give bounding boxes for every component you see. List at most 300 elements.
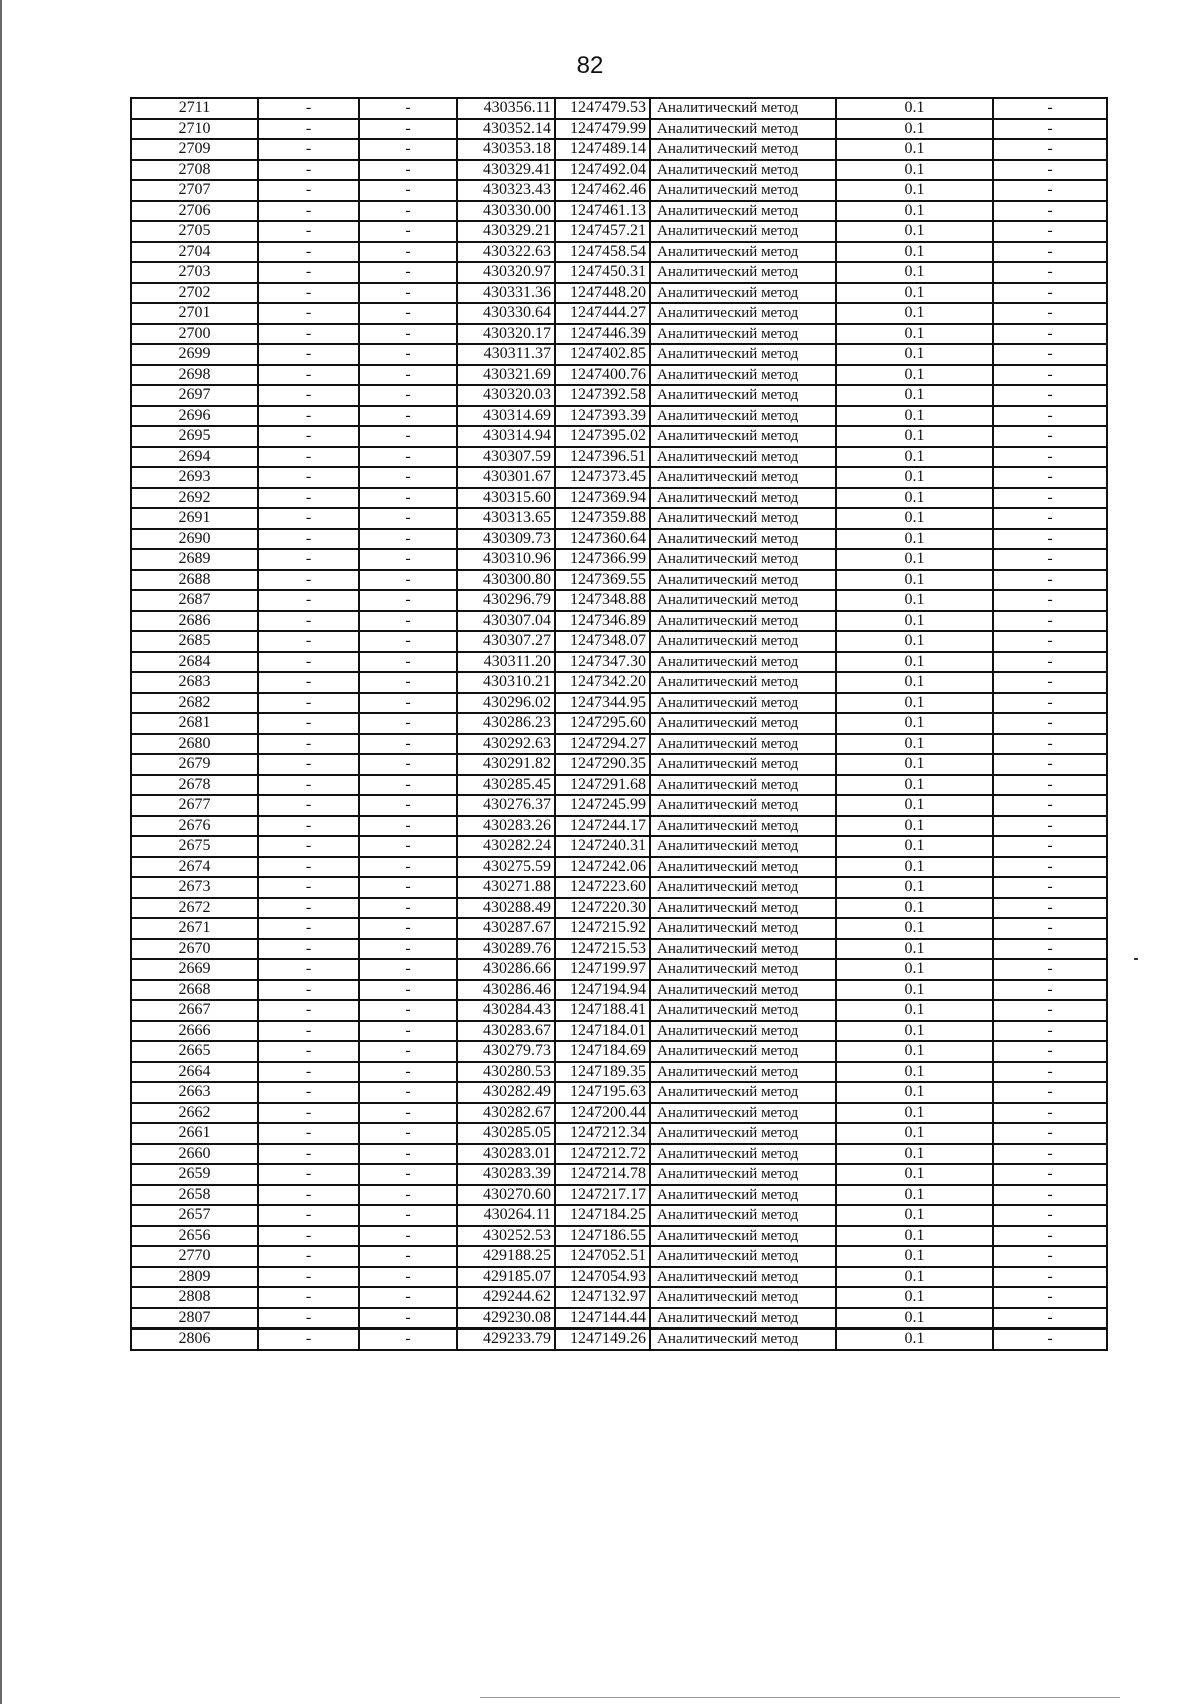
cell-method: Аналитический метод (650, 98, 836, 119)
cell-col8: - (993, 1144, 1107, 1165)
table-row (131, 1103, 1107, 1124)
cell-col2: - (258, 303, 359, 324)
cell-col3: - (359, 139, 457, 160)
cell-y: 1247132.97 (555, 1287, 650, 1308)
cell-col2: - (258, 324, 359, 345)
cell-y: 1247458.54 (555, 242, 650, 263)
cell-accuracy: 0.1 (836, 1287, 993, 1308)
cell-col8: - (993, 549, 1107, 570)
cell-col3: - (359, 898, 457, 919)
cell-accuracy: 0.1 (836, 529, 993, 550)
cell-accuracy: 0.1 (836, 1308, 993, 1329)
cell-method: Аналитический метод (650, 242, 836, 263)
cell-col3: - (359, 242, 457, 263)
cell-accuracy: 0.1 (836, 262, 993, 283)
table-row (131, 385, 1107, 406)
cell-col3: - (359, 119, 457, 140)
cell-y: 1247245.99 (555, 795, 650, 816)
table-row (131, 119, 1107, 140)
cell-col2: - (258, 201, 359, 222)
cell-col8: - (993, 385, 1107, 406)
cell-accuracy: 0.1 (836, 980, 993, 1001)
cell-col2: - (258, 426, 359, 447)
cell-accuracy: 0.1 (836, 139, 993, 160)
cell-accuracy: 0.1 (836, 508, 993, 529)
cell-col8: - (993, 713, 1107, 734)
cell-point-id: 2696 (131, 406, 258, 427)
cell-col8: - (993, 447, 1107, 468)
cell-accuracy: 0.1 (836, 385, 993, 406)
cell-col3: - (359, 713, 457, 734)
cell-col8: - (993, 1267, 1107, 1288)
cell-col2: - (258, 959, 359, 980)
cell-col8: - (993, 775, 1107, 796)
cell-method: Аналитический метод (650, 570, 836, 591)
cell-point-id: 2679 (131, 754, 258, 775)
cell-col3: - (359, 1267, 457, 1288)
cell-y: 1247393.39 (555, 406, 650, 427)
table-row (131, 775, 1107, 796)
cell-y: 1247396.51 (555, 447, 650, 468)
cell-col3: - (359, 1103, 457, 1124)
cell-x: 430284.43 (457, 1000, 555, 1021)
cell-col3: - (359, 283, 457, 304)
cell-accuracy: 0.1 (836, 180, 993, 201)
cell-point-id: 2657 (131, 1205, 258, 1226)
cell-y: 1247149.26 (555, 1329, 650, 1350)
cell-method: Аналитический метод (650, 160, 836, 181)
cell-method: Аналитический метод (650, 652, 836, 673)
cell-x: 430282.67 (457, 1103, 555, 1124)
table-row (131, 693, 1107, 714)
cell-point-id: 2694 (131, 447, 258, 468)
cell-col2: - (258, 242, 359, 263)
cell-col8: - (993, 201, 1107, 222)
cell-y: 1247214.78 (555, 1164, 650, 1185)
table-row (131, 1021, 1107, 1042)
cell-method: Аналитический метод (650, 385, 836, 406)
table-row (131, 1164, 1107, 1185)
cell-x: 430276.37 (457, 795, 555, 816)
cell-col8: - (993, 1041, 1107, 1062)
cell-point-id: 2678 (131, 775, 258, 796)
cell-method: Аналитический метод (650, 1185, 836, 1206)
cell-col2: - (258, 939, 359, 960)
cell-y: 1247348.88 (555, 590, 650, 611)
cell-x: 430282.49 (457, 1082, 555, 1103)
table-row (131, 1000, 1107, 1021)
cell-point-id: 2693 (131, 467, 258, 488)
cell-point-id: 2807 (131, 1308, 258, 1329)
cell-col3: - (359, 303, 457, 324)
cell-col2: - (258, 365, 359, 386)
cell-accuracy: 0.1 (836, 303, 993, 324)
cell-col3: - (359, 1021, 457, 1042)
cell-accuracy: 0.1 (836, 590, 993, 611)
cell-accuracy: 0.1 (836, 242, 993, 263)
table-row (131, 1041, 1107, 1062)
cell-x: 430320.17 (457, 324, 555, 345)
cell-x: 430279.73 (457, 1041, 555, 1062)
cell-col3: - (359, 549, 457, 570)
cell-x: 430283.26 (457, 816, 555, 837)
cell-col2: - (258, 775, 359, 796)
cell-col3: - (359, 344, 457, 365)
table-row (131, 1329, 1107, 1350)
cell-y: 1247369.94 (555, 488, 650, 509)
cell-col8: - (993, 488, 1107, 509)
cell-x: 429233.79 (457, 1329, 555, 1350)
cell-col8: - (993, 365, 1107, 386)
cell-col3: - (359, 426, 457, 447)
cell-x: 430280.53 (457, 1062, 555, 1083)
cell-col2: - (258, 1144, 359, 1165)
cell-col3: - (359, 385, 457, 406)
cell-x: 430356.11 (457, 98, 555, 119)
cell-point-id: 2689 (131, 549, 258, 570)
table-row (131, 1062, 1107, 1083)
cell-col3: - (359, 754, 457, 775)
cell-x: 430320.03 (457, 385, 555, 406)
cell-accuracy: 0.1 (836, 631, 993, 652)
cell-method: Аналитический метод (650, 549, 836, 570)
cell-x: 430286.66 (457, 959, 555, 980)
cell-col8: - (993, 570, 1107, 591)
cell-accuracy: 0.1 (836, 693, 993, 714)
cell-point-id: 2706 (131, 201, 258, 222)
cell-col2: - (258, 1308, 359, 1329)
table-row (131, 283, 1107, 304)
cell-accuracy: 0.1 (836, 98, 993, 119)
cell-y: 1247212.72 (555, 1144, 650, 1165)
cell-col3: - (359, 1246, 457, 1267)
cell-x: 430330.00 (457, 201, 555, 222)
cell-accuracy: 0.1 (836, 570, 993, 591)
table-row (131, 160, 1107, 181)
cell-col8: - (993, 857, 1107, 878)
cell-col3: - (359, 1164, 457, 1185)
cell-y: 1247492.04 (555, 160, 650, 181)
table-row (131, 98, 1107, 119)
cell-col3: - (359, 447, 457, 468)
cell-y: 1247144.44 (555, 1308, 650, 1329)
cell-accuracy: 0.1 (836, 816, 993, 837)
cell-col2: - (258, 1123, 359, 1144)
cell-col3: - (359, 406, 457, 427)
table-row (131, 611, 1107, 632)
cell-col8: - (993, 283, 1107, 304)
cell-x: 430309.73 (457, 529, 555, 550)
scan-bottom-artifact (480, 1697, 1120, 1698)
cell-y: 1247402.85 (555, 344, 650, 365)
cell-point-id: 2680 (131, 734, 258, 755)
cell-col2: - (258, 1205, 359, 1226)
table-row (131, 529, 1107, 550)
cell-accuracy: 0.1 (836, 365, 993, 386)
cell-col8: - (993, 816, 1107, 837)
cell-y: 1247294.27 (555, 734, 650, 755)
cell-accuracy: 0.1 (836, 1185, 993, 1206)
cell-y: 1247244.17 (555, 816, 650, 837)
cell-accuracy: 0.1 (836, 1082, 993, 1103)
cell-accuracy: 0.1 (836, 672, 993, 693)
table-row (131, 1185, 1107, 1206)
cell-point-id: 2665 (131, 1041, 258, 1062)
cell-x: 430285.45 (457, 775, 555, 796)
cell-y: 1247395.02 (555, 426, 650, 447)
table-row (131, 877, 1107, 898)
table-row (131, 201, 1107, 222)
cell-point-id: 2660 (131, 1144, 258, 1165)
cell-y: 1247344.95 (555, 693, 650, 714)
cell-accuracy: 0.1 (836, 344, 993, 365)
cell-method: Аналитический метод (650, 857, 836, 878)
cell-x: 430283.01 (457, 1144, 555, 1165)
cell-method: Аналитический метод (650, 467, 836, 488)
cell-y: 1247348.07 (555, 631, 650, 652)
cell-point-id: 2677 (131, 795, 258, 816)
cell-col3: - (359, 365, 457, 386)
cell-x: 429244.62 (457, 1287, 555, 1308)
cell-x: 430288.49 (457, 898, 555, 919)
cell-accuracy: 0.1 (836, 898, 993, 919)
cell-x: 430331.36 (457, 283, 555, 304)
table-row (131, 1267, 1107, 1288)
cell-col8: - (993, 344, 1107, 365)
cell-accuracy: 0.1 (836, 1329, 993, 1350)
cell-point-id: 2710 (131, 119, 258, 140)
cell-y: 1247223.60 (555, 877, 650, 898)
cell-x: 430264.11 (457, 1205, 555, 1226)
cell-col2: - (258, 180, 359, 201)
cell-col3: - (359, 1329, 457, 1350)
cell-col8: - (993, 1062, 1107, 1083)
cell-col8: - (993, 795, 1107, 816)
cell-accuracy: 0.1 (836, 426, 993, 447)
table-row (131, 426, 1107, 447)
cell-col2: - (258, 467, 359, 488)
cell-y: 1247199.97 (555, 959, 650, 980)
cell-col3: - (359, 631, 457, 652)
cell-accuracy: 0.1 (836, 283, 993, 304)
cell-accuracy: 0.1 (836, 836, 993, 857)
cell-col3: - (359, 1308, 457, 1329)
cell-method: Аналитический метод (650, 795, 836, 816)
cell-point-id: 2668 (131, 980, 258, 1001)
cell-y: 1247195.63 (555, 1082, 650, 1103)
cell-col3: - (359, 529, 457, 550)
cell-method: Аналитический метод (650, 1062, 836, 1083)
cell-point-id: 2695 (131, 426, 258, 447)
cell-point-id: 2672 (131, 898, 258, 919)
cell-x: 430329.41 (457, 160, 555, 181)
cell-point-id: 2669 (131, 959, 258, 980)
cell-accuracy: 0.1 (836, 1062, 993, 1083)
cell-y: 1247369.55 (555, 570, 650, 591)
scan-left-edge (0, 0, 2, 1704)
cell-col2: - (258, 1082, 359, 1103)
cell-col8: - (993, 98, 1107, 119)
cell-method: Аналитический метод (650, 1226, 836, 1247)
cell-point-id: 2667 (131, 1000, 258, 1021)
cell-col3: - (359, 467, 457, 488)
cell-accuracy: 0.1 (836, 775, 993, 796)
cell-point-id: 2676 (131, 816, 258, 837)
cell-col8: - (993, 836, 1107, 857)
cell-point-id: 2673 (131, 877, 258, 898)
table-row (131, 447, 1107, 468)
table-row (131, 1205, 1107, 1226)
cell-x: 430270.60 (457, 1185, 555, 1206)
cell-col2: - (258, 1041, 359, 1062)
table-row (131, 918, 1107, 939)
cell-point-id: 2699 (131, 344, 258, 365)
cell-col2: - (258, 1021, 359, 1042)
cell-col2: - (258, 344, 359, 365)
cell-col8: - (993, 1205, 1107, 1226)
cell-accuracy: 0.1 (836, 713, 993, 734)
cell-col8: - (993, 1185, 1107, 1206)
cell-accuracy: 0.1 (836, 1267, 993, 1288)
cell-col8: - (993, 1164, 1107, 1185)
table-row (131, 303, 1107, 324)
table-row (131, 467, 1107, 488)
cell-col2: - (258, 160, 359, 181)
cell-col3: - (359, 857, 457, 878)
cell-x: 430296.79 (457, 590, 555, 611)
cell-col2: - (258, 1103, 359, 1124)
cell-col8: - (993, 631, 1107, 652)
cell-method: Аналитический метод (650, 1308, 836, 1329)
cell-y: 1247489.14 (555, 139, 650, 160)
cell-accuracy: 0.1 (836, 734, 993, 755)
cell-col3: - (359, 1000, 457, 1021)
cell-col2: - (258, 549, 359, 570)
cell-accuracy: 0.1 (836, 160, 993, 181)
cell-col3: - (359, 1082, 457, 1103)
cell-x: 430310.21 (457, 672, 555, 693)
cell-y: 1247462.46 (555, 180, 650, 201)
table-row (131, 570, 1107, 591)
cell-col8: - (993, 877, 1107, 898)
cell-y: 1247366.99 (555, 549, 650, 570)
cell-y: 1247446.39 (555, 324, 650, 345)
cell-y: 1247189.35 (555, 1062, 650, 1083)
cell-col3: - (359, 180, 457, 201)
cell-y: 1247347.30 (555, 652, 650, 673)
cell-method: Аналитический метод (650, 898, 836, 919)
cell-method: Аналитический метод (650, 1041, 836, 1062)
cell-x: 430291.82 (457, 754, 555, 775)
cell-col3: - (359, 652, 457, 673)
cell-accuracy: 0.1 (836, 857, 993, 878)
cell-point-id: 2663 (131, 1082, 258, 1103)
cell-col3: - (359, 488, 457, 509)
cell-accuracy: 0.1 (836, 652, 993, 673)
cell-accuracy: 0.1 (836, 119, 993, 140)
cell-col3: - (359, 959, 457, 980)
cell-accuracy: 0.1 (836, 1164, 993, 1185)
cell-col3: - (359, 939, 457, 960)
cell-y: 1247342.20 (555, 672, 650, 693)
cell-col3: - (359, 672, 457, 693)
cell-x: 430282.24 (457, 836, 555, 857)
cell-point-id: 2809 (131, 1267, 258, 1288)
cell-col8: - (993, 1021, 1107, 1042)
cell-accuracy: 0.1 (836, 324, 993, 345)
cell-accuracy: 0.1 (836, 201, 993, 222)
cell-col3: - (359, 1205, 457, 1226)
cell-col8: - (993, 754, 1107, 775)
cell-method: Аналитический метод (650, 713, 836, 734)
cell-method: Аналитический метод (650, 1267, 836, 1288)
table-row (131, 1287, 1107, 1308)
cell-accuracy: 0.1 (836, 1246, 993, 1267)
cell-x: 430292.63 (457, 734, 555, 755)
cell-col8: - (993, 652, 1107, 673)
cell-y: 1247200.44 (555, 1103, 650, 1124)
cell-y: 1247242.06 (555, 857, 650, 878)
cell-col2: - (258, 713, 359, 734)
cell-point-id: 2686 (131, 611, 258, 632)
cell-y: 1247217.17 (555, 1185, 650, 1206)
cell-x: 430283.67 (457, 1021, 555, 1042)
table-row (131, 1144, 1107, 1165)
cell-y: 1247461.13 (555, 201, 650, 222)
cell-y: 1247240.31 (555, 836, 650, 857)
cell-x: 430296.02 (457, 693, 555, 714)
cell-col3: - (359, 693, 457, 714)
cell-y: 1247054.93 (555, 1267, 650, 1288)
cell-col2: - (258, 508, 359, 529)
cell-x: 430307.27 (457, 631, 555, 652)
cell-y: 1247346.89 (555, 611, 650, 632)
cell-x: 430275.59 (457, 857, 555, 878)
cell-point-id: 2709 (131, 139, 258, 160)
cell-point-id: 2691 (131, 508, 258, 529)
cell-method: Аналитический метод (650, 365, 836, 386)
cell-y: 1247444.27 (555, 303, 650, 324)
cell-col2: - (258, 857, 359, 878)
cell-method: Аналитический метод (650, 488, 836, 509)
cell-col8: - (993, 959, 1107, 980)
cell-col3: - (359, 262, 457, 283)
table-body (131, 98, 1107, 1350)
cell-point-id: 2700 (131, 324, 258, 345)
cell-y: 1247359.88 (555, 508, 650, 529)
cell-y: 1247295.60 (555, 713, 650, 734)
cell-accuracy: 0.1 (836, 1000, 993, 1021)
table-row (131, 344, 1107, 365)
cell-method: Аналитический метод (650, 816, 836, 837)
cell-col8: - (993, 139, 1107, 160)
table-row (131, 221, 1107, 242)
cell-method: Аналитический метод (650, 980, 836, 1001)
cell-point-id: 2670 (131, 939, 258, 960)
cell-col8: - (993, 467, 1107, 488)
cell-method: Аналитический метод (650, 672, 836, 693)
cell-x: 430283.39 (457, 1164, 555, 1185)
cell-col2: - (258, 1185, 359, 1206)
cell-x: 430310.96 (457, 549, 555, 570)
cell-col8: - (993, 1287, 1107, 1308)
table-row (131, 508, 1107, 529)
cell-col3: - (359, 1185, 457, 1206)
cell-col2: - (258, 447, 359, 468)
cell-col8: - (993, 1308, 1107, 1329)
cell-col8: - (993, 590, 1107, 611)
cell-accuracy: 0.1 (836, 1123, 993, 1144)
